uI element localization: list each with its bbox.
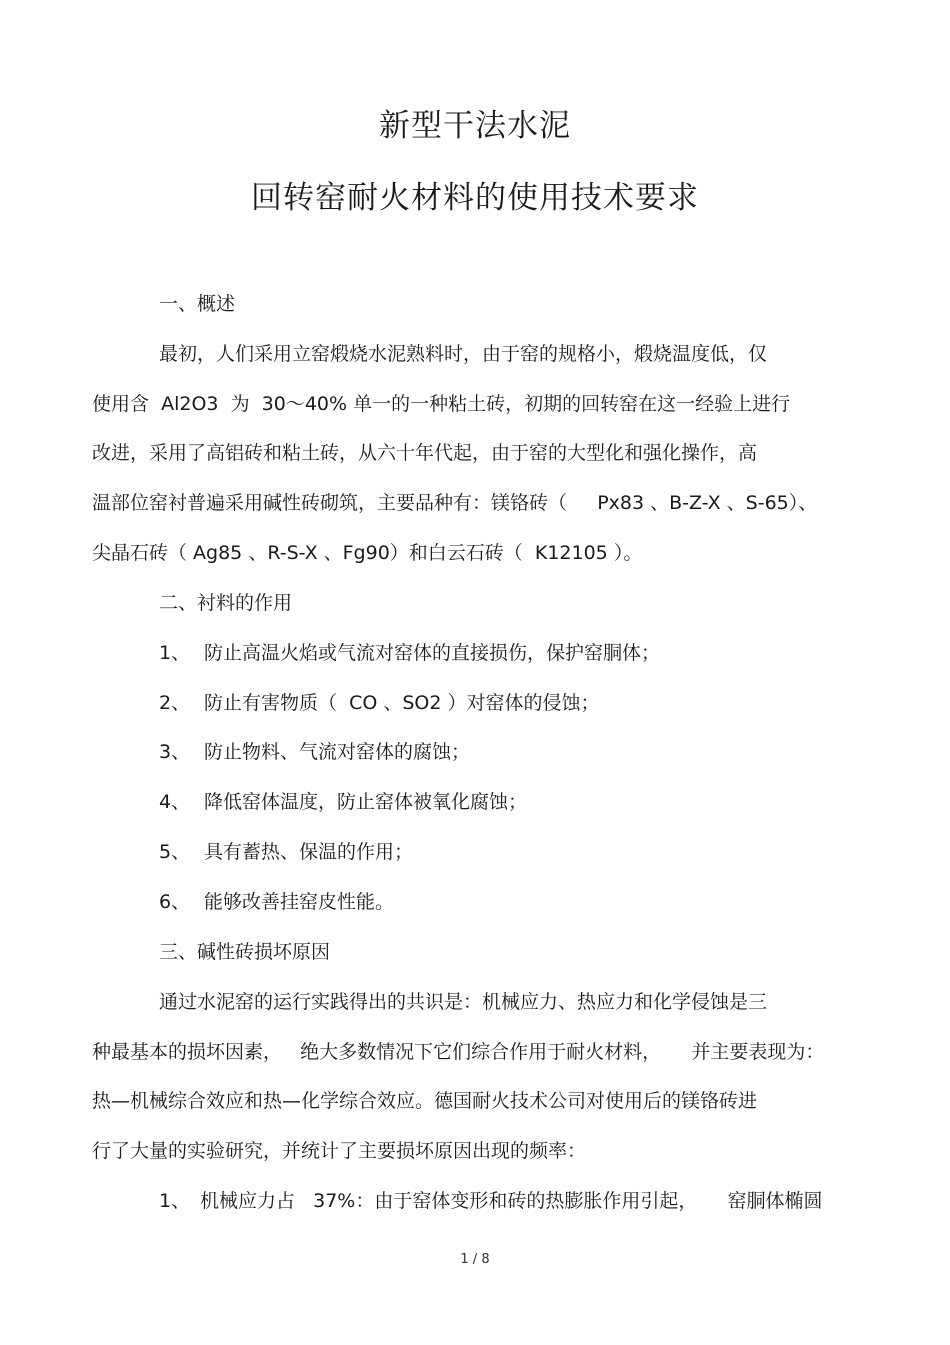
list-item-number: 5、 (159, 841, 191, 863)
paragraph-line: 使用含 Al2O3 为 30～40% 单一的一种粘土砖，初期的回转窑在这一经验上进行 (92, 393, 791, 415)
list-item-text: 降低窑体温度，防止窑体被氧化腐蚀； (204, 791, 528, 813)
paragraph-line: 热—机械综合效应和热—化学综合效应。德国耐火技术公司对使用后的镁铬砖进 (92, 1090, 758, 1112)
section-heading-lining-function: 二、衬料的作用 (159, 592, 293, 614)
list-item-number: 3、 (159, 741, 191, 763)
paragraph-line: 通过水泥窑的运行实践得出的共识是：机械应力、热应力和化学侵蚀是三 (159, 991, 768, 1013)
paragraph-line: 最初，人们采用立窑煅烧水泥熟料时，由于窑的规格小，煅烧温度低，仅 (159, 343, 768, 365)
list-item-number: 4、 (159, 791, 191, 813)
list-item-text: 防止高温火焰或气流对窑体的直接损伤，保护窑胴体； (204, 642, 661, 664)
section-heading-overview: 一、概述 (159, 293, 236, 315)
list-item-number: 6、 (159, 891, 191, 913)
list-item-text: 能够改善挂窑皮性能。 (204, 891, 395, 913)
page-number: 1 / 8 (460, 1252, 490, 1267)
list-item-number: 2、 (159, 692, 191, 714)
section-heading-damage-causes: 三、碱性砖损坏原因 (159, 941, 331, 963)
document-title-line2: 回转窑耐火材料的使用技术要求 (251, 180, 699, 216)
list-item-text: 防止物料、气流对窑体的腐蚀； (204, 741, 471, 763)
list-item-number: 1、 (159, 1190, 191, 1212)
list-item-text: 具有蓄热、保温的作用； (204, 841, 414, 863)
paragraph-line: 尖晶石砖（ Ag85 、R-S-X 、Fg90）和白云石砖（ K12105 ）。 (92, 542, 643, 564)
paragraph-line: 温部位窑衬普遍采用碱性砖砌筑，主要品种有：镁铬砖（ Px83 、B-Z-X 、S-65）、 (92, 492, 818, 514)
list-item-text: 机械应力占 37%：由于窑体变形和砖的热膨胀作用引起， 窑胴体椭圆 (200, 1190, 823, 1212)
list-item-number: 1、 (159, 642, 191, 664)
paragraph-line: 种最基本的损坏因素， 绝大多数情况下它们综合作用于耐火材料， 并主要表现为： (92, 1041, 825, 1063)
document-title-line1: 新型干法水泥 (379, 108, 571, 144)
list-item-text: 防止有害物质（ CO 、SO2 ）对窑体的侵蚀； (204, 692, 600, 714)
paragraph-line: 行了大量的实验研究，并统计了主要损坏原因出现的频率： (92, 1140, 587, 1162)
paragraph-line: 改进，采用了高铝砖和粘土砖，从六十年代起，由于窑的大型化和强化操作，高 (92, 442, 758, 464)
